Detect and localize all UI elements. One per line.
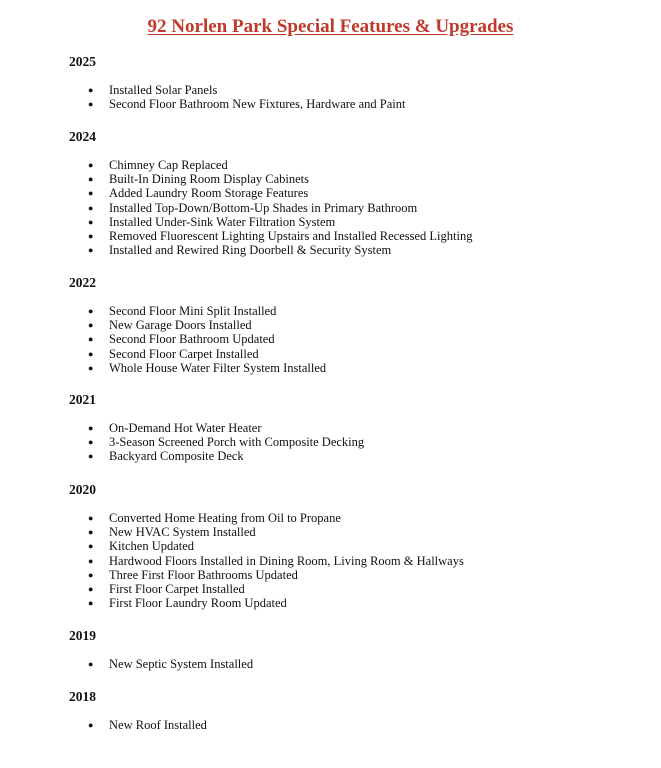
list-item-text: First Floor Laundry Room Updated bbox=[109, 596, 287, 611]
bullet-icon: ● bbox=[88, 555, 94, 566]
list-item-text: Second Floor Mini Split Installed bbox=[109, 304, 277, 318]
bullet-icon: ● bbox=[88, 188, 94, 199]
year-heading: 2021 bbox=[69, 392, 96, 407]
list-item-text: Second Floor Carpet Installed bbox=[109, 346, 259, 361]
year-heading: 2018 bbox=[69, 689, 96, 704]
bullet-icon: ● bbox=[88, 720, 94, 730]
bullet-icon: ● bbox=[88, 362, 94, 373]
list-item-text: Whole House Water Filter System Installed bbox=[109, 360, 327, 375]
bullet-icon: ● bbox=[88, 659, 94, 669]
bullet-icon: ● bbox=[88, 348, 94, 359]
list-item-text: New Garage Doors Installed bbox=[109, 318, 252, 333]
bullet-icon: ● bbox=[88, 527, 94, 538]
year-heading: 2024 bbox=[69, 129, 96, 144]
list-item-text: Installed Under-Sink Water Filtration System bbox=[109, 214, 336, 229]
list-item-text: On-Demand Hot Water Heater bbox=[109, 421, 262, 435]
list-item-text: Removed Fluorescent Lighting Upstairs and Installed Recessed Lighting bbox=[109, 228, 473, 243]
bullet-icon: ● bbox=[88, 174, 94, 185]
bullet-icon: ● bbox=[88, 541, 94, 552]
bullet-icon: ● bbox=[88, 85, 94, 95]
list-item-text: Second Floor Bathroom New Fixtures, Hardware and Paint bbox=[109, 97, 406, 112]
list-item-text: Kitchen Updated bbox=[109, 539, 195, 554]
list-item-text: New Septic System Installed bbox=[109, 657, 254, 671]
list-item-text: New Roof Installed bbox=[109, 718, 207, 732]
bullet-icon: ● bbox=[88, 423, 94, 433]
year-heading: 2019 bbox=[69, 628, 96, 643]
year-heading: 2020 bbox=[69, 482, 96, 497]
bullet-icon: ● bbox=[88, 437, 94, 448]
bullet-icon: ● bbox=[88, 216, 94, 227]
bullet-icon: ● bbox=[88, 451, 94, 462]
list-item-text: Hardwood Floors Installed in Dining Room, Living Room & Hallways bbox=[109, 553, 464, 568]
bullet-icon: ● bbox=[88, 569, 94, 580]
list-item-text: Chimney Cap Replaced bbox=[109, 158, 228, 172]
bullet-icon: ● bbox=[88, 334, 94, 345]
list-item-text: Installed Solar Panels bbox=[109, 83, 218, 97]
list-item-text: Installed and Rewired Ring Doorbell & Security System bbox=[109, 243, 392, 258]
list-item-text: First Floor Carpet Installed bbox=[109, 581, 245, 596]
bullet-icon: ● bbox=[88, 306, 94, 316]
bullet-icon: ● bbox=[88, 320, 94, 331]
page-title: 92 Norlen Park Special Features & Upgrades bbox=[147, 16, 514, 37]
list-item-text: 3-Season Screened Porch with Composite Decking bbox=[109, 435, 365, 450]
bullet-icon: ● bbox=[88, 598, 94, 609]
list-item-text: Backyard Composite Deck bbox=[109, 449, 244, 464]
bullet-icon: ● bbox=[88, 99, 94, 110]
year-heading: 2025 bbox=[69, 54, 96, 69]
bullet-icon: ● bbox=[88, 245, 94, 256]
bullet-icon: ● bbox=[88, 513, 94, 523]
list-item-text: Built-In Dining Room Display Cabinets bbox=[109, 172, 309, 187]
bullet-icon: ● bbox=[88, 583, 94, 594]
list-item-text: Converted Home Heating from Oil to Propane bbox=[109, 511, 341, 525]
list-item-text: New HVAC System Installed bbox=[109, 525, 256, 540]
list-item-text: Installed Top-Down/Bottom-Up Shades in Primary Bathroom bbox=[109, 200, 418, 215]
list-item-text: Added Laundry Room Storage Features bbox=[109, 186, 309, 201]
bullet-icon: ● bbox=[88, 160, 94, 170]
year-heading: 2022 bbox=[69, 275, 96, 290]
list-item-text: Three First Floor Bathrooms Updated bbox=[109, 567, 298, 582]
bullet-icon: ● bbox=[88, 202, 94, 213]
list-item-text: Second Floor Bathroom Updated bbox=[109, 332, 275, 347]
bullet-icon: ● bbox=[88, 230, 94, 241]
